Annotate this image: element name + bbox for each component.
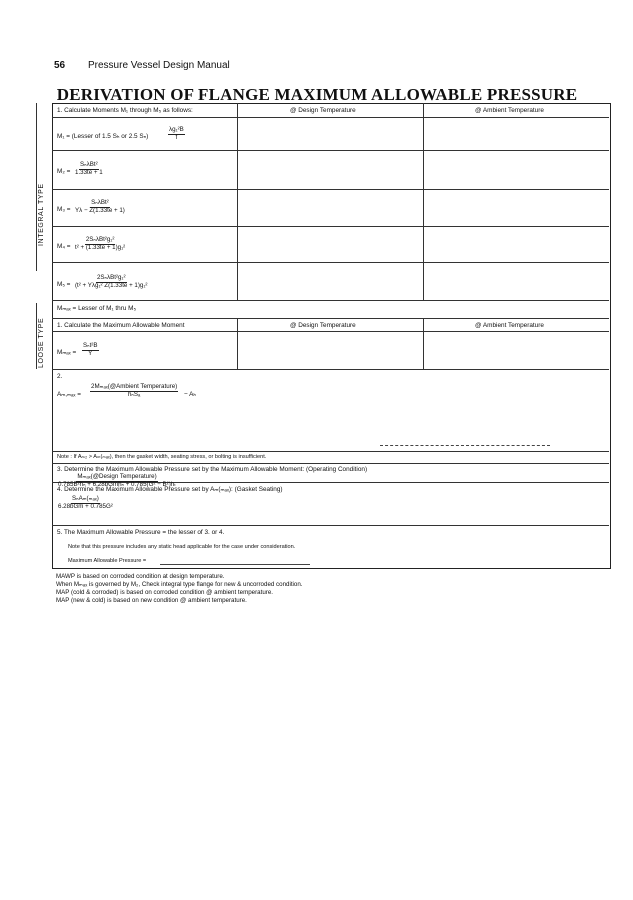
step4-fraction — [57, 496, 114, 510]
m5-numerator: 2SₙλBt²g₁² — [96, 274, 126, 281]
footnote: MAP (cold & corroded) is based on corroded condition @ ambient temperature. — [56, 589, 273, 596]
step3-numerator: Mₘₐₓ(@Design Temperature) — [77, 473, 157, 480]
m4-denominator: t² + (1.33te + 1)g₁² — [75, 243, 126, 251]
loose-type-label: LOOSE TYPE — [38, 317, 45, 368]
loose-side-rule — [36, 303, 37, 369]
step5-label: 5. The Maximum Allowable Pressure = the lesser of 3. or 4. — [57, 529, 225, 536]
loose-step1-label: 1. Calculate the Maximum Allowable Moment — [57, 322, 185, 329]
row-rule — [52, 331, 609, 332]
m4-numerator: 2SₙλBt²g₁² — [85, 236, 115, 243]
m1-lhs: M₁ = (Lesser of 1.5 Sₕ or 2.5 Sₙ) — [57, 133, 149, 140]
map-label: Maximum Allowable Pressure = — [68, 558, 147, 564]
integral-step1-label: 1. Calculate Moments M₁ through M₅ as follows: — [57, 107, 193, 114]
map-blank — [160, 564, 310, 565]
m2-fraction — [74, 162, 104, 176]
m1-numerator: λg₁²B — [169, 126, 184, 133]
row-rule — [52, 369, 609, 370]
integral-col-ambient: @ Ambient Temperature — [475, 107, 544, 114]
column-separator — [423, 103, 424, 300]
book-title: Pressure Vessel Design Manual — [88, 60, 230, 71]
step2-lhs: Aₘ,ₘₐₓ = — [57, 391, 81, 398]
loose-mmax-fraction — [82, 343, 99, 357]
m4-lhs: M₄ = — [57, 243, 71, 250]
step2-tail: − Aₕ — [184, 391, 197, 398]
row-rule — [52, 150, 609, 151]
step4-label: 4. Determine the Maximum Allowable Pressure set by Aₘ(ₘₐₓ): (Gasket Seating) — [57, 486, 283, 493]
integral-side-rule — [36, 103, 37, 271]
m2-denominator: 1.33te + 1 — [75, 168, 103, 176]
loose-col-design: @ Design Temperature — [290, 322, 356, 329]
step2-label: 2. — [57, 373, 63, 380]
m1-fraction — [168, 127, 185, 141]
row-rule — [52, 318, 609, 319]
footnote: MAP (new & cold) is based on new condition @ ambient temperature. — [56, 597, 247, 604]
row-rule — [52, 262, 609, 263]
m3-lhs: M₃ = — [57, 206, 71, 213]
row-rule — [52, 300, 609, 301]
mmax-lesser-label: Mₘₐₓ = Lesser of M₁ thru M₅ — [57, 305, 137, 312]
row-rule — [52, 189, 609, 190]
row-rule — [52, 117, 609, 118]
row-rule — [52, 226, 609, 227]
column-separator — [237, 103, 238, 300]
row-rule — [52, 463, 609, 464]
page-title: DERIVATION OF FLANGE MAXIMUM ALLOWABLE PRESSURE — [56, 85, 578, 104]
page-number: 56 — [54, 60, 66, 71]
m3-denominator: Yλ − Z(1.33te + 1) — [75, 206, 125, 214]
column-separator — [237, 318, 238, 369]
loose-mmax-denominator: Y — [88, 349, 93, 357]
footnote: MAWP is based on corroded condition at design temperature. — [56, 573, 225, 580]
form-frame — [52, 103, 611, 569]
step2-divider — [380, 445, 550, 446]
loose-col-ambient: @ Ambient Temperature — [475, 322, 544, 329]
m5-fraction — [74, 275, 149, 289]
loose-mmax-lhs: Mₘₐₓ = — [57, 349, 77, 356]
step2-numerator: 2Mₘₐₓ(@Ambient Temperature) — [91, 383, 178, 390]
integral-type-label: INTEGRAL TYPE — [38, 183, 45, 246]
gasket-note: Note : If Aₘ₂ > Aₘ(ₘₐₓ), then the gasket width, seating stress, or bolting is insufficient. — [57, 454, 267, 460]
row-rule — [52, 525, 609, 526]
m4-fraction — [74, 237, 126, 251]
integral-col-design: @ Design Temperature — [290, 107, 356, 114]
m1-denominator: f — [175, 133, 178, 141]
m3-fraction — [74, 200, 126, 214]
m3-numerator: SₙλBt² — [91, 199, 109, 206]
m5-denominator: (t² + Yλg₁² Z(1.33te + 1)g₁² — [75, 281, 148, 289]
step2-denominator: hₙSₐ — [127, 390, 141, 398]
step4-numerator: SₙAₘ(ₘₐₓ) — [71, 495, 99, 502]
step3-denominator: 0.785B²hₙ + 6.28bGmhₙ + 0.785(G² − B²)hₜ — [58, 480, 177, 488]
step5-note: Note that this pressure includes any static head applicable for the case under consideration. — [68, 544, 296, 550]
step3-label: 3. Determine the Maximum Allowable Pressure set by the Maximum Allowable Moment: (Operating Condition) — [57, 466, 368, 473]
m2-numerator: SₙλBt² — [80, 161, 98, 168]
m2-lhs: M₂ = — [57, 168, 71, 175]
footnote: When Mₘₐₓ is governed by M₂, Check integral type flange for new & uncorroded condition. — [56, 581, 303, 588]
m5-lhs: M₅ = — [57, 281, 71, 288]
column-separator — [423, 318, 424, 369]
step2-fraction — [90, 384, 178, 398]
row-rule — [52, 451, 609, 452]
step4-denominator: 6.28bGm + 0.785G² — [58, 502, 113, 510]
loose-mmax-numerator: Sₙt²B — [83, 342, 98, 349]
